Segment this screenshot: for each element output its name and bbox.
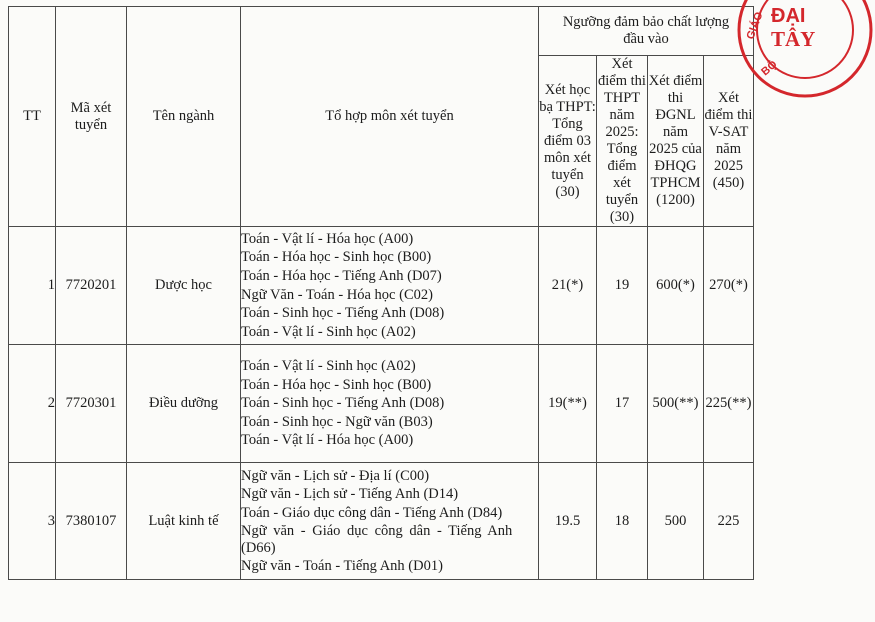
combo-item: Toán - Hóa học - Sinh học (B00)	[241, 376, 432, 393]
combo-item: Ngữ văn - Toán - Tiếng Anh (D01)	[241, 557, 443, 574]
admission-table	[8, 6, 754, 580]
row-dgnl: 600(*)	[648, 227, 704, 345]
row-combos	[241, 227, 539, 345]
stamp-ring-text-bottom: BỘ	[759, 58, 780, 79]
row-dgnl: 500	[648, 463, 704, 580]
combo-item: Toán - Giáo dục công dân - Tiếng Anh (D84)	[241, 505, 503, 521]
header-major: Tên ngành	[127, 7, 241, 227]
row-code: 7380107	[56, 463, 127, 580]
row-dgnl: 500(**)	[648, 345, 704, 463]
row-major: Dược học	[127, 227, 241, 345]
row-thpt: 19	[597, 227, 648, 345]
combo-item: Ngữ văn - Lịch sử - Địa lí (C00)	[241, 467, 430, 484]
table-row	[9, 227, 754, 345]
row-code: 7720301	[56, 345, 127, 463]
row-hocba: 19(**)	[539, 345, 597, 463]
header-quality-threshold: Ngưỡng đảm bảo chất lượng đầu vào	[539, 7, 754, 56]
combo-item: Toán - Vật lí - Sinh học (A02)	[241, 358, 416, 375]
table-row	[9, 463, 754, 580]
combo-item: Toán - Vật lí - Hóa học (A00)	[241, 432, 414, 449]
row-tt: 3	[9, 463, 56, 580]
row-tt: 1	[9, 227, 56, 345]
row-vsat: 225	[704, 463, 754, 580]
header-tt: TT	[9, 7, 56, 227]
header-combos: Tổ hợp môn xét tuyển	[241, 7, 539, 227]
row-thpt: 18	[597, 463, 648, 580]
stamp-text-top: ĐẠI	[771, 5, 806, 27]
combo-item: Toán - Vật lí - Sinh học (A02)	[241, 323, 416, 340]
combo-item: Ngữ văn - Lịch sử - Tiếng Anh (D14)	[241, 486, 459, 503]
row-hocba: 21(*)	[539, 227, 597, 345]
combo-item: Toán - Hóa học - Tiếng Anh (D07)	[241, 267, 442, 284]
combo-item: Ngữ Văn - Toán - Hóa học (C02)	[241, 286, 433, 303]
header-dgnl: Xét điểm thi ĐGNL năm 2025 của ĐHQG TPHCM (1200)	[648, 56, 704, 227]
combo-item: Toán - Hóa học - Sinh học (B00)	[241, 249, 432, 266]
row-vsat: 225(**)	[704, 345, 754, 463]
row-combos	[241, 345, 539, 463]
row-tt: 2	[9, 345, 56, 463]
combo-item: Toán - Vật lí - Hóa học (A00)	[241, 230, 414, 247]
combo-item: Toán - Sinh học - Tiếng Anh (D08)	[241, 395, 445, 412]
row-major: Luật kinh tế	[127, 463, 241, 580]
combo-item: Toán - Sinh học - Tiếng Anh (D08)	[241, 305, 445, 322]
combo-item: Ngữ văn - Giáo dục công dân - Tiếng Anh (D66)	[241, 522, 513, 556]
header-thpt: Xét điểm thi THPT năm 2025: Tổng điểm xét tuyển (30)	[598, 56, 646, 225]
row-code: 7720201	[56, 227, 127, 345]
row-vsat: 270(*)	[704, 227, 754, 345]
stamp-text-bottom: TÂY	[771, 27, 816, 51]
header-code: Mã xét tuyển	[56, 7, 127, 227]
header-hocba: Xét học bạ THPT: Tổng điểm 03 môn xét tuyển (30)	[539, 56, 597, 227]
row-hocba: 19.5	[539, 463, 597, 580]
header-vsat: Xét điểm thi V-SAT năm 2025 (450)	[704, 56, 754, 227]
row-combos	[241, 463, 539, 580]
red-seal-stamp	[735, 0, 875, 100]
combo-item: Toán - Sinh học - Ngữ văn (B03)	[241, 413, 433, 430]
table-row	[9, 345, 754, 463]
stamp-ring-text-left: GIÁO	[744, 10, 766, 42]
row-thpt: 17	[597, 345, 648, 463]
row-major: Điều dưỡng	[127, 345, 241, 463]
